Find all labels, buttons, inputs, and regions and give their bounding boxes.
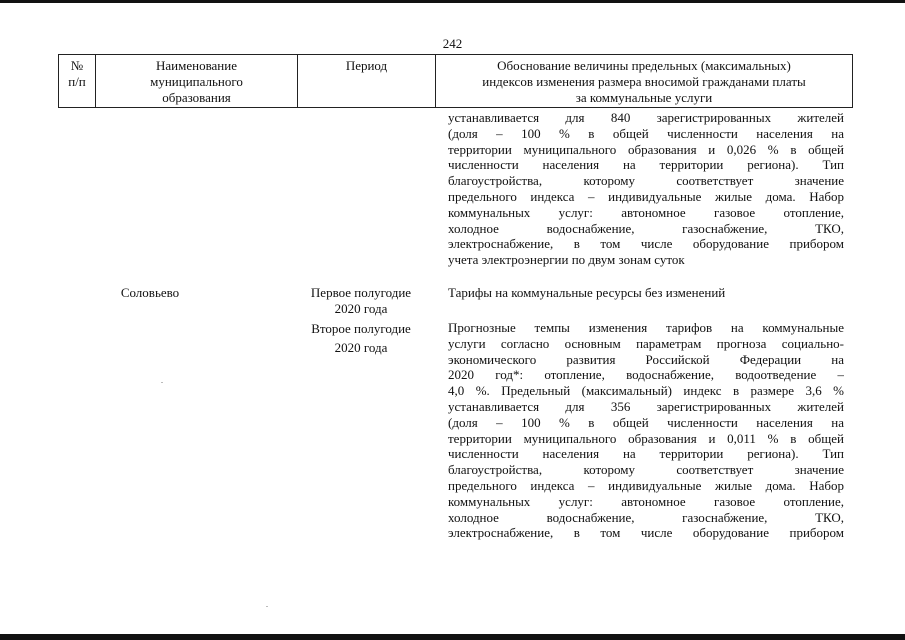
table-top-rule bbox=[58, 54, 853, 55]
header-period-label: Период bbox=[345, 58, 388, 73]
header-basis-line: индексов изменения размера вносимой гражданами платы bbox=[482, 74, 806, 89]
text-line: территории муниципального образования и 0,011 % в общей bbox=[448, 430, 844, 446]
text-line: коммунальных услуг: автономное газовое отопление, bbox=[448, 493, 844, 509]
municipality-name: Соловьево bbox=[120, 285, 180, 300]
scan-speck bbox=[161, 382, 163, 383]
header-num bbox=[59, 58, 95, 90]
period-line: Первое полугодие bbox=[310, 285, 412, 300]
text-line: электроснабжение, в том числе оборудование прибором bbox=[448, 525, 844, 541]
header-municipality-line: Наименование bbox=[156, 58, 237, 73]
table-right-rule bbox=[852, 54, 853, 108]
header-basis-line: за коммунальные услуги bbox=[575, 90, 713, 105]
text-line: учета электроэнергии по двум зонам суток bbox=[448, 252, 685, 268]
scan-top-border bbox=[0, 0, 905, 3]
header-bottom-rule bbox=[58, 107, 853, 108]
text-line: предельного индекса – индивидуальные жилые дома. Набор bbox=[448, 477, 844, 493]
text-line: коммунальных услуг: автономное газовое отопление, bbox=[448, 204, 844, 220]
header-municipality-line: образования bbox=[162, 90, 231, 105]
text-line: (доля – 100 % в общей численности населения на bbox=[448, 125, 844, 141]
text-line: предельного индекса – индивидуальные жилые дома. Набор bbox=[448, 188, 844, 204]
header-municipality-line: муниципального bbox=[150, 74, 243, 89]
header-period bbox=[298, 58, 435, 74]
period-second-half bbox=[297, 321, 425, 356]
text-line: Прогнозные темпы изменения тарифов на коммунальные bbox=[448, 320, 844, 335]
text-line: Тарифы на коммунальные ресурсы без изменений bbox=[448, 285, 726, 300]
period-line: Второе полугодие bbox=[311, 321, 411, 336]
header-basis-line: Обоснование величины предельных (максимальных) bbox=[497, 58, 791, 73]
period-line: 2020 года bbox=[334, 340, 388, 355]
text-line: 4,0 %. Предельный (максимальный) индекс в размере 3,6 % bbox=[448, 383, 844, 399]
text-line: услуги согласно основным параметрам прогноза социально- bbox=[448, 335, 844, 351]
period-second-half-basis bbox=[448, 320, 844, 541]
continued-basis-text bbox=[448, 110, 844, 268]
text-line: (доля – 100 % в общей численности населения на bbox=[448, 414, 844, 430]
period-first-half-basis bbox=[448, 285, 844, 301]
scan-speck bbox=[266, 606, 268, 607]
text-line: электроснабжение, в том числе оборудование прибором bbox=[448, 236, 844, 252]
text-line: благоустройства, которому соответствует значение bbox=[448, 462, 844, 478]
scan-bottom-border bbox=[0, 634, 905, 640]
text-line: устанавливается для 840 зарегистрированных жителей bbox=[448, 110, 844, 125]
header-num-line2: п/п bbox=[68, 74, 86, 89]
text-line: 2020 год*: отопление, водоснабжение, водоотведение – bbox=[448, 367, 844, 383]
header-num-line1: № bbox=[70, 58, 84, 73]
text-line: холодное водоснабжение, газоснабжение, ТКО, bbox=[448, 509, 844, 525]
text-line: экономического развития Российской Федерации на bbox=[448, 351, 844, 367]
period-first-half bbox=[297, 285, 425, 317]
text-line: численности населения на территории региона). Тип bbox=[448, 157, 844, 173]
period-line: 2020 года bbox=[334, 301, 388, 316]
text-line: благоустройства, которому соответствует значение bbox=[448, 173, 844, 189]
text-line: холодное водоснабжение, газоснабжение, ТКО, bbox=[448, 220, 844, 236]
header-municipality bbox=[96, 58, 297, 106]
header-basis bbox=[436, 58, 852, 106]
page-number: 242 bbox=[442, 36, 463, 51]
text-line: устанавливается для 356 зарегистрированных жителей bbox=[448, 398, 844, 414]
text-line: территории муниципального образования и 0,026 % в общей bbox=[448, 141, 844, 157]
text-line: численности населения на территории региона). Тип bbox=[448, 446, 844, 462]
